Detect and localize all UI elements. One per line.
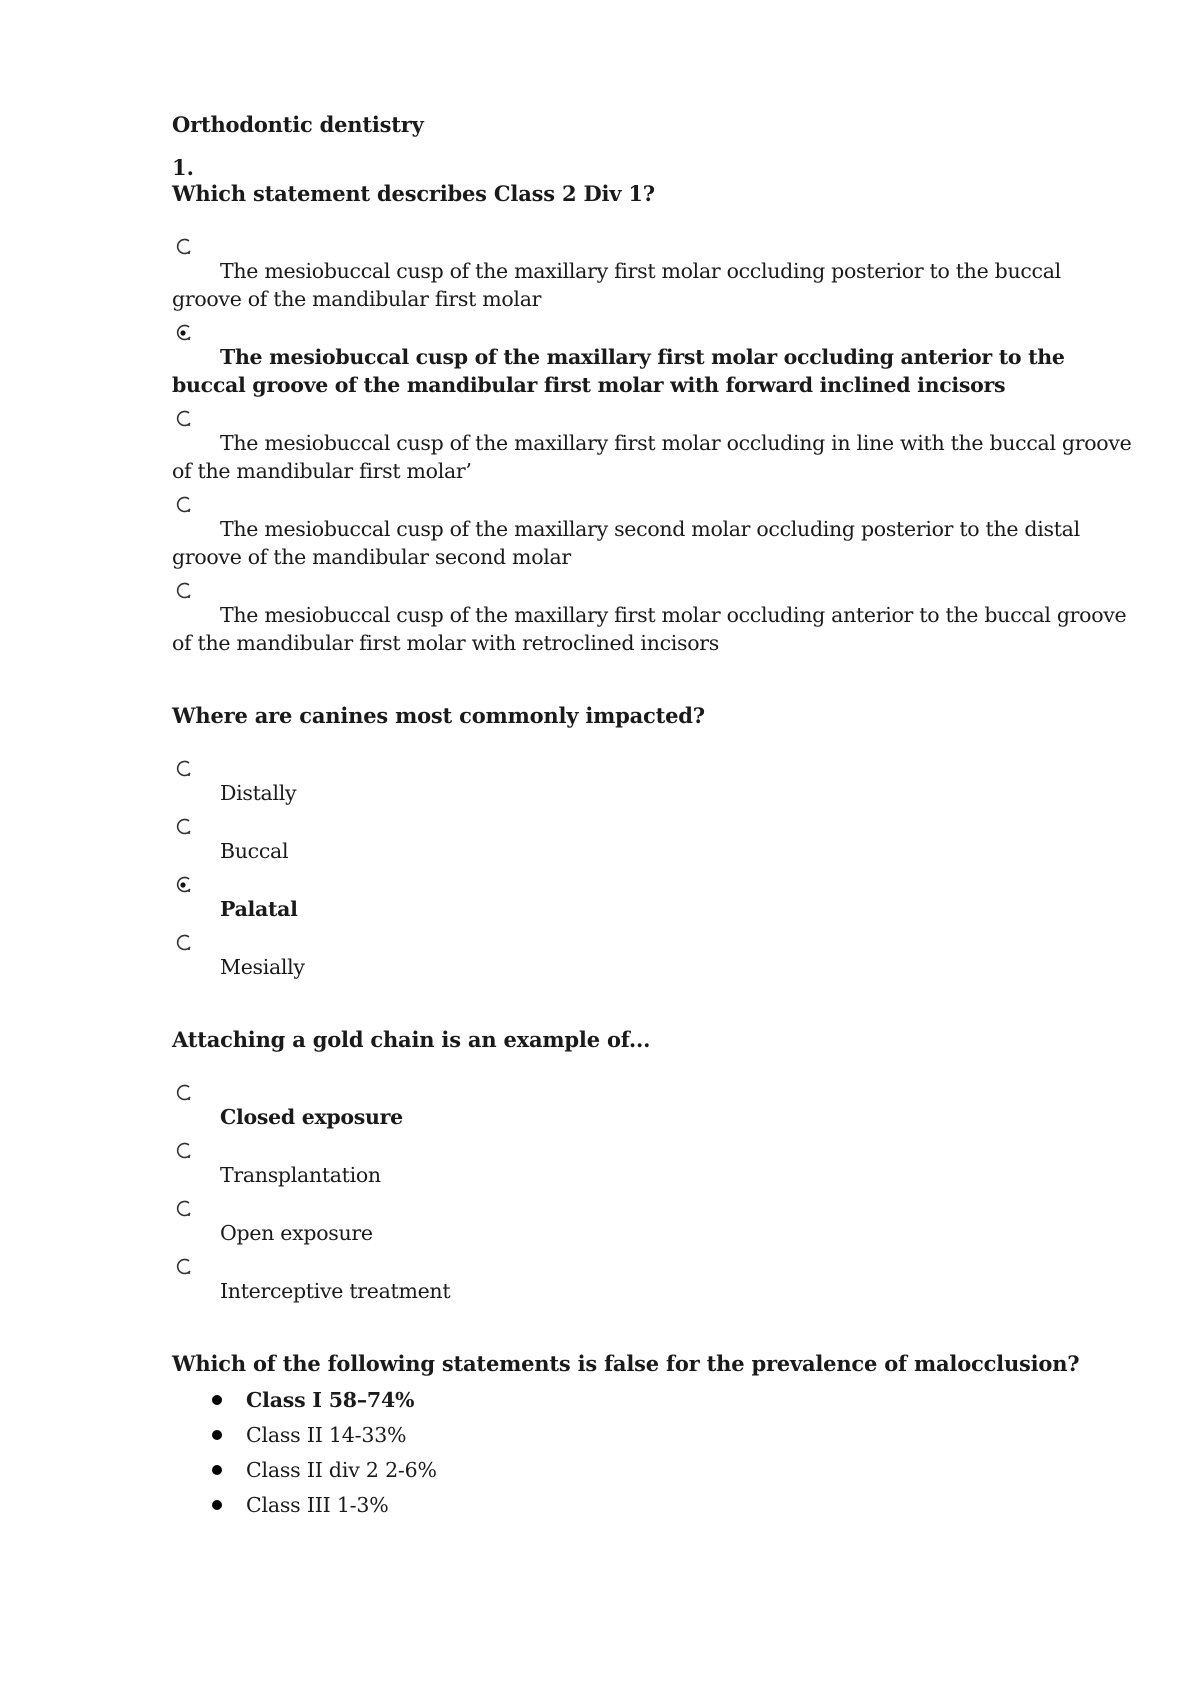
section-spacer bbox=[172, 1313, 1132, 1351]
options-list bbox=[172, 757, 1132, 981]
list-item bbox=[212, 1453, 1132, 1488]
option-item[interactable] bbox=[172, 1081, 1132, 1131]
option-label: Open exposure bbox=[220, 1221, 373, 1245]
option-item[interactable] bbox=[172, 1139, 1132, 1189]
radio-unselected-icon[interactable] bbox=[174, 817, 194, 837]
list-item bbox=[212, 1383, 1132, 1418]
radio-unselected-icon[interactable] bbox=[174, 409, 194, 429]
list-item-label: Class II div 2 2-6% bbox=[246, 1458, 437, 1482]
option-label: Transplantation bbox=[220, 1163, 381, 1187]
question-2 bbox=[172, 703, 1132, 981]
option-label: The mesiobuccal cusp of the maxillary first molar occluding anterior to the buccal groove of the mandibular first molar with retroclined incisors bbox=[172, 603, 1127, 655]
option-label: Palatal bbox=[220, 897, 298, 921]
option-item[interactable] bbox=[172, 1255, 1132, 1305]
option-item[interactable] bbox=[172, 407, 1132, 485]
radio-selected-icon[interactable] bbox=[174, 875, 194, 895]
bullet-icon bbox=[212, 1430, 222, 1440]
option-label: The mesiobuccal cusp of the maxillary first molar occluding anterior to the buccal groove of the mandibular first molar with forward inclined incisors bbox=[172, 345, 1065, 397]
options-list bbox=[172, 1081, 1132, 1305]
bullet-icon bbox=[212, 1395, 222, 1405]
question-4 bbox=[172, 1351, 1132, 1523]
bullet-list bbox=[172, 1383, 1132, 1523]
question-3 bbox=[172, 1027, 1132, 1305]
question-text: Where are canines most commonly impacted? bbox=[172, 703, 705, 728]
radio-selected-icon[interactable] bbox=[174, 323, 194, 343]
option-label: Interceptive treatment bbox=[220, 1279, 451, 1303]
question-text: Which of the following statements is false for the prevalence of malocclusion? bbox=[172, 1351, 1080, 1376]
radio-unselected-icon[interactable] bbox=[174, 1141, 194, 1161]
document-title: Orthodontic dentistry bbox=[172, 112, 424, 137]
question-text: Attaching a gold chain is an example of... bbox=[172, 1027, 651, 1052]
list-item bbox=[212, 1418, 1132, 1453]
option-label: Mesially bbox=[220, 955, 305, 979]
bullet-icon bbox=[212, 1500, 222, 1510]
option-item[interactable] bbox=[172, 931, 1132, 981]
option-item[interactable] bbox=[172, 235, 1132, 313]
option-item[interactable] bbox=[172, 493, 1132, 571]
question-text: Which statement describes Class 2 Div 1? bbox=[172, 181, 655, 206]
option-item[interactable] bbox=[172, 1197, 1132, 1247]
option-label: The mesiobuccal cusp of the maxillary second molar occluding posterior to the distal groove of the mandibular second molar bbox=[172, 517, 1080, 569]
option-item[interactable] bbox=[172, 757, 1132, 807]
question-number: 1. bbox=[172, 155, 194, 180]
list-item bbox=[212, 1488, 1132, 1523]
option-item[interactable] bbox=[172, 815, 1132, 865]
document-page bbox=[172, 112, 1132, 1523]
bullet-icon bbox=[212, 1465, 222, 1475]
section-spacer bbox=[172, 665, 1132, 703]
question-1 bbox=[172, 155, 1132, 657]
section-spacer bbox=[172, 989, 1132, 1027]
option-item[interactable] bbox=[172, 321, 1132, 399]
radio-unselected-icon[interactable] bbox=[174, 1257, 194, 1277]
list-item-label: Class III 1-3% bbox=[246, 1493, 389, 1517]
radio-unselected-icon[interactable] bbox=[174, 933, 194, 953]
option-label: Closed exposure bbox=[220, 1105, 403, 1129]
radio-unselected-icon[interactable] bbox=[174, 1083, 194, 1103]
option-label: The mesiobuccal cusp of the maxillary first molar occluding in line with the buccal groove of the mandibular first molar’ bbox=[172, 431, 1132, 483]
radio-unselected-icon[interactable] bbox=[174, 581, 194, 601]
radio-unselected-icon[interactable] bbox=[174, 495, 194, 515]
option-label: Buccal bbox=[220, 839, 289, 863]
option-label: Distally bbox=[220, 781, 297, 805]
option-item[interactable] bbox=[172, 579, 1132, 657]
radio-unselected-icon[interactable] bbox=[174, 759, 194, 779]
option-label: The mesiobuccal cusp of the maxillary first molar occluding posterior to the buccal groove of the mandibular first molar bbox=[172, 259, 1061, 311]
radio-unselected-icon[interactable] bbox=[174, 237, 194, 257]
list-item-label: Class I 58–74% bbox=[246, 1388, 415, 1412]
options-list bbox=[172, 235, 1132, 657]
option-item[interactable] bbox=[172, 873, 1132, 923]
radio-unselected-icon[interactable] bbox=[174, 1199, 194, 1219]
list-item-label: Class II 14-33% bbox=[246, 1423, 407, 1447]
